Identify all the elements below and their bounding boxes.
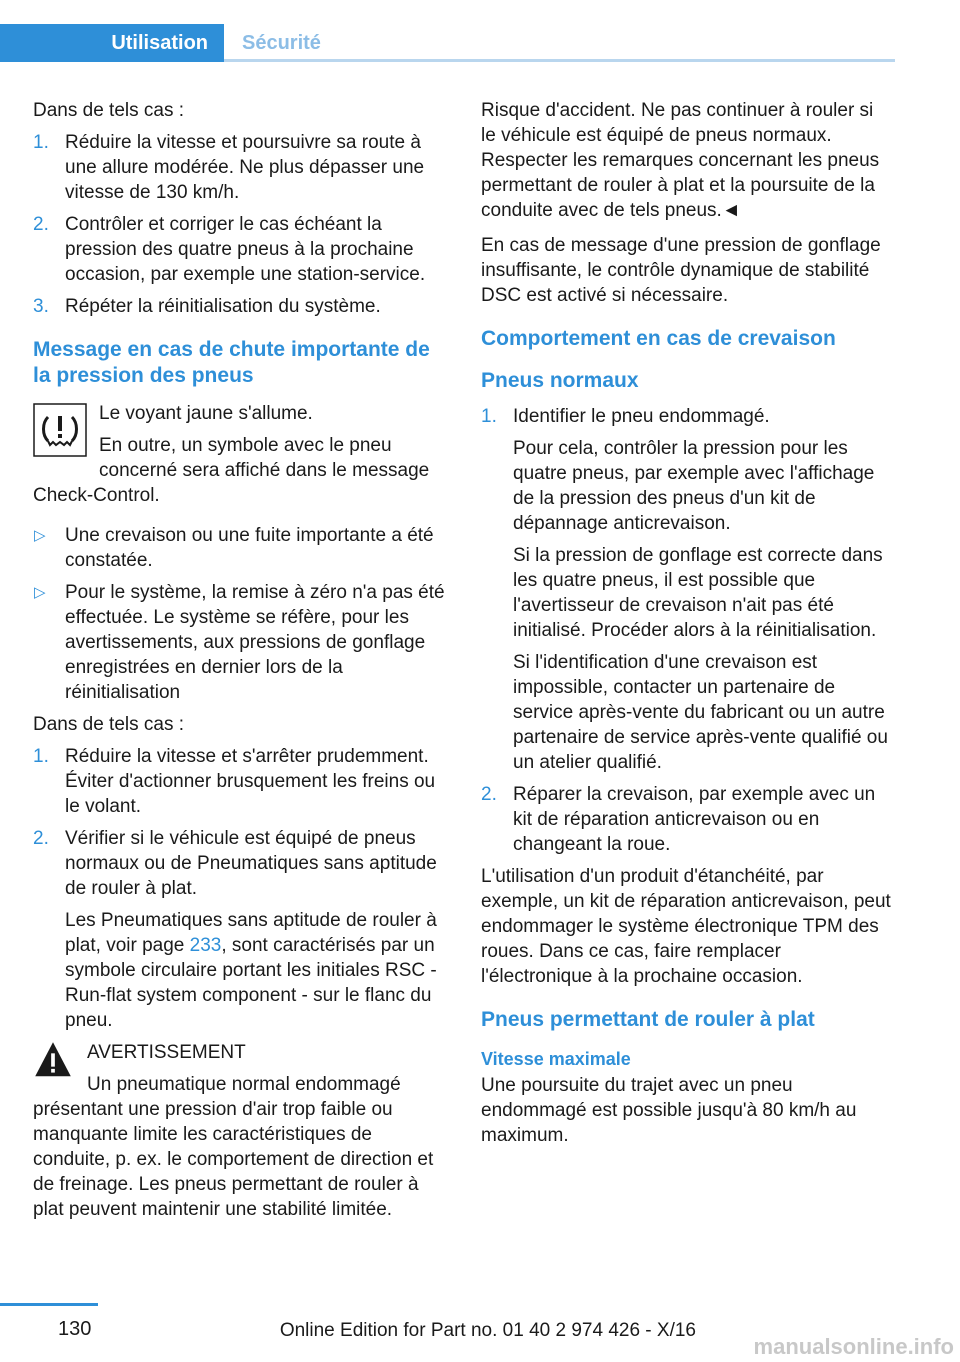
list-number: 2.	[481, 784, 497, 805]
tire-pressure-warning-icon	[33, 403, 87, 457]
subsection-heading: Pneus normaux	[481, 369, 639, 392]
list-number: 1.	[33, 132, 49, 153]
section-heading: Pneus permettant de rouler à plat	[481, 1008, 815, 1031]
tab-securite[interactable]: Sécurité	[242, 31, 321, 54]
subsection-heading: Vitesse maximale	[481, 1049, 631, 1069]
list-number: 3.	[33, 296, 49, 317]
list-item: 2. Vérifier si le véhicule est équipé de pneus normaux ou de Pneumatiques sans aptitude de rouler à plat. Les Pneumatiques sans aptitude de rouler à plat, voir page 233, sont caractérisés par un symbole circulaire portant les initiales RSC - Run-flat system component - sur le flanc du pneu.	[33, 828, 437, 1031]
list-item: ▷ Une crevaison ou une fuite importante a été constatée.	[34, 525, 434, 571]
list-item: 2. Contrôler et corriger le cas échéant la pression des quatre pneus à la prochaine occasion, par exemple une station-service.	[33, 214, 426, 285]
list-item: 3. Répéter la réinitialisation du système.	[33, 296, 381, 317]
page-number: 130	[58, 1318, 92, 1340]
list-item: 1. Identifier le pneu endommagé. Pour cela, contrôler la pression pour les quatre pneus, par exemple avec l'affichage de la pression des pneus d'un kit de dépannage anticrevaison. Si la pression de gonflage est correcte dans les quatre pneus, il est possible que l'avertisseur de crevaison n'ait pas été initialisé. Procéder alors à la réinitialisation. Si l'identification d'une crevaison est impossible, contacter un partenaire de service après-vente du fabricant ou un autre partenaire de service après-vente qualifié ou un atelier qualifié.	[481, 406, 888, 773]
warning-title: AVERTISSEMENT	[87, 1042, 246, 1063]
numbered-list-1	[33, 130, 448, 319]
numbered-list-2	[33, 744, 448, 1033]
bullet-triangle-icon: ▷	[34, 584, 46, 601]
left-column	[33, 98, 448, 1237]
numbered-list-3	[481, 404, 893, 857]
warning-text: Un pneumatique normal endommagé présentant une pression d'air trop faible ou manquante limite les caractéristiques de conduite, p. ex. le comportement de direction et de freinage. Les pneus permettant de rouler à plat peuvent maintenir une stabilité limitée.	[33, 1074, 434, 1220]
header-divider	[224, 59, 895, 62]
list-item: 2. Réparer la crevaison, par exemple avec un kit de réparation anticrevaison ou en changeant la roue.	[481, 784, 876, 855]
page-reference-link[interactable]: 233	[189, 935, 222, 956]
watermark: manualsonline.info	[753, 1334, 954, 1359]
list-item: 1. Réduire la vitesse et s'arrêter prudemment. Éviter d'actionner brusquement les freins ou le volant.	[33, 746, 436, 817]
list-number: 2.	[33, 828, 49, 849]
section-heading: Message en cas de chute importante de la pression des pneus	[33, 338, 430, 387]
intro-text: Dans de tels cas :	[33, 714, 185, 735]
right-column: Risque d'accident. Ne pas continuer à rouler si le véhicule est équipé de pneus normaux. Respecter les remarques concernant les pneus permettant de rouler à plat et la poursuite de la conduite avec de tels pneus.◄ En cas de message d'une pression de gonflage insuffisante, le contrôle dynamique de stabilité DSC est activé si nécessaire. Comportement en cas de crevaison Pneus normaux 1. Identifier le pneu endommagé. Pour cela, contrôler la pression pour les quatre pneus, par exemple avec l'affichage de la pression des pneus d'un kit de dépannage anticrevaison. Si la pression de gonflage est correcte dans les quatre pneus, il est possible que l'avertisseur de crevaison n'ait pas été initialisé. Procéder alors à la réinitialisation. Si l'identification d'une crevaison est impossible, contacter un partenaire de service après-vente du fabricant ou un autre partenaire de service après-vente qualifié ou un atelier qualifié. 2. Réparer la crevaison, par exemple avec un kit de réparation anticrevaison ou en changeant la roue. L'utilisation d'un produit d'étanchéité, par exemple, un kit de réparation anticrevaison, peut endommager le système électronique TPM des roues. Dans ce cas, faire remplacer l'électronique à la prochaine occasion. Pneus permettant de rouler à plat Vitesse maximale Une poursuite du trajet avec un pneu endommagé est possible jusqu'à 80 km/h au maximum.	[481, 98, 893, 1155]
chapter-header	[0, 0, 895, 62]
warning-triangle-icon	[33, 1040, 73, 1080]
section-heading: Comportement en cas de crevaison	[481, 327, 836, 350]
tire-pressure-notice: Le voyant jaune s'allume. En outre, un symbole avec le pneu concerné sera affiché dans le message Check-Control.	[33, 403, 430, 506]
intro-text: Dans de tels cas :	[33, 100, 185, 121]
footer-divider	[0, 1303, 98, 1306]
list-number: 1.	[481, 406, 497, 427]
list-number: 1.	[33, 746, 49, 767]
edition-text: Online Edition for Part no. 01 40 2 974 426 - X/16	[279, 1320, 696, 1341]
list-item: ▷ Pour le système, la remise à zéro n'a pas été effectuée. Le système se réfère, pour les avertissements, aux pressions de gonflage enregistrées en dernier lors de la réinitialisation	[34, 582, 445, 703]
list-number: 2.	[33, 214, 49, 235]
list-item: 1. Réduire la vitesse et poursuivre sa route à une allure modérée. Ne plus dépasser une vitesse de 130 km/h.	[33, 132, 425, 203]
bullet-list	[33, 523, 448, 705]
tab-utilisation[interactable]: Utilisation	[0, 24, 224, 62]
warning-block	[33, 1040, 448, 1229]
bullet-triangle-icon: ▷	[34, 527, 46, 544]
